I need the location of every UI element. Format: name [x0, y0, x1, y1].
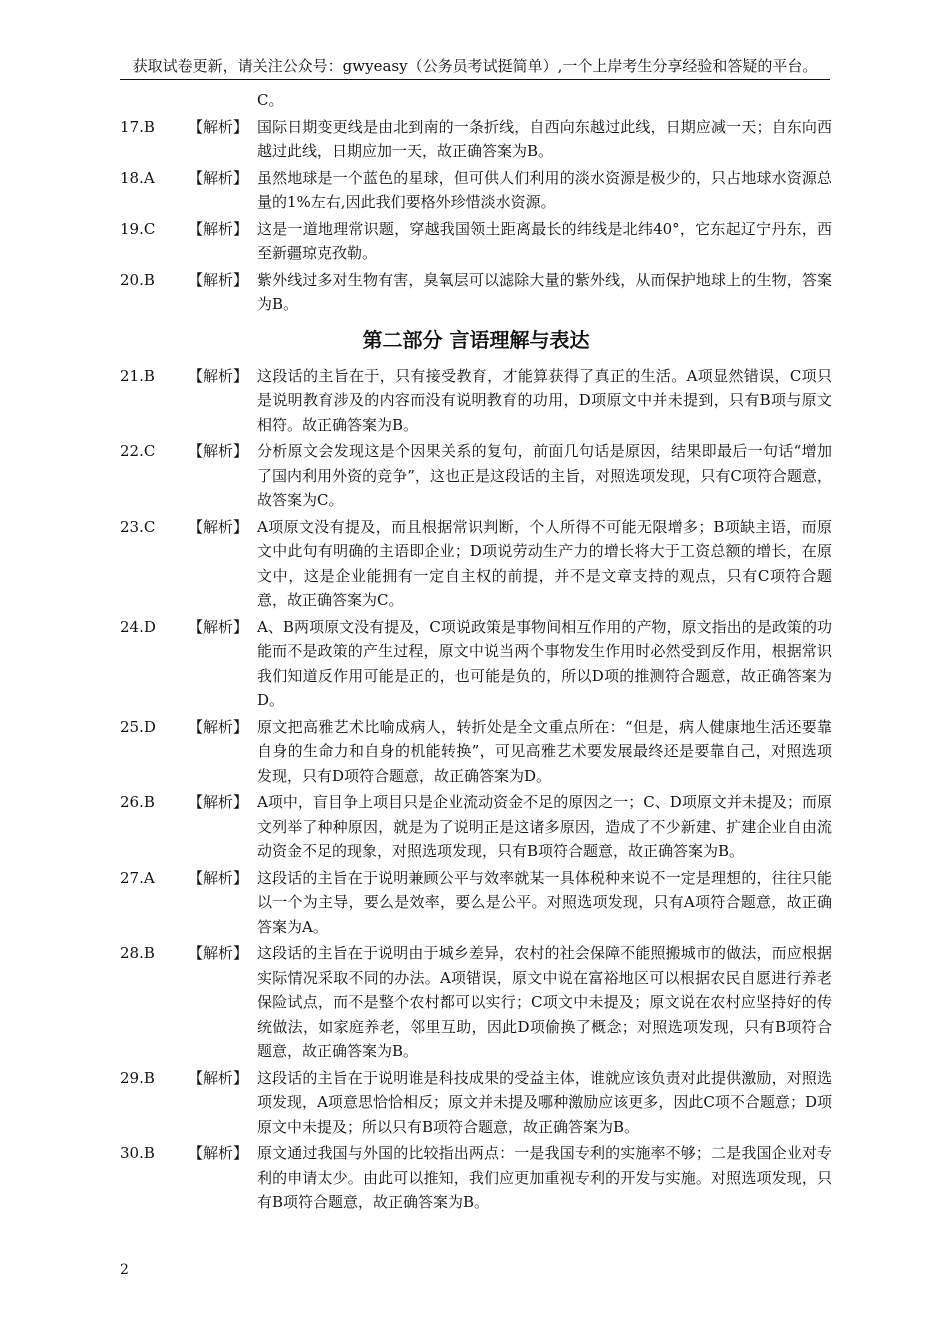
answers-part-two — [120, 364, 832, 1215]
answer-entry — [120, 217, 832, 266]
continuation-text: C。 — [257, 91, 284, 109]
page-header: 获取试卷更新，请关注公众号：gwyeasy（公务员考试挺简单）,一个上岸考生分享经验和答疑的平台。 — [132, 57, 818, 75]
answer-entry — [120, 1066, 832, 1140]
analysis-tag: 【解析】 — [188, 793, 249, 811]
page-content — [120, 88, 832, 1217]
analysis-tag: 【解析】 — [188, 1144, 249, 1162]
analysis-text: 原文通过我国与外国的比较指出两点：一是我国专利的实施率不够；二是我国企业对专利的申请太少。由此可以推知，我们应更加重视专利的开发与实施。对照选项发现，只有B项符合题意，故正确答案为B。 — [257, 1144, 832, 1211]
answer-number: 27.A — [120, 868, 155, 887]
answer-number: 17.B — [120, 117, 155, 136]
analysis-tag: 【解析】 — [188, 442, 249, 460]
analysis-tag: 【解析】 — [188, 117, 249, 136]
answer-number: 26.B — [120, 793, 155, 811]
answer-number: 19.C — [120, 219, 156, 238]
analysis-tag: 【解析】 — [188, 868, 249, 887]
answer-entry — [120, 166, 832, 215]
answer-number: 24.D — [120, 617, 156, 636]
analysis-tag: 【解析】 — [188, 168, 249, 187]
analysis-text: A项中，盲目争上项目只是企业流动资金不足的原因之一；C、D项原文并未提及；而原文列举了种种原因，就是为了说明正是这诸多原因，造成了不少新建、扩建企业自由流动资金不足的现象，对照选项发现，只有B项符合题意，故正确答案为B。 — [257, 793, 832, 860]
page-number: 2 — [120, 1262, 129, 1278]
answer-number: 20.B — [120, 270, 155, 289]
analysis-tag: 【解析】 — [188, 517, 249, 536]
answer-number: 28.B — [120, 944, 155, 962]
analysis-text: 虽然地球是一个蓝色的星球，但可供人们利用的淡水资源是极少的，只占地球水资源总量的1%左右,因此我们要格外珍惜淡水资源。 — [257, 168, 832, 211]
header-divider — [120, 79, 830, 80]
analysis-tag: 【解析】 — [188, 270, 249, 289]
analysis-text: 这段话的主旨在于，只有接受教育，才能算获得了真正的生活。A项显然错误，C项只是说明教育涉及的内容而没有说明教育的功用，D项原文中并未提到，只有B项与原文相符。故正确答案为B。 — [257, 366, 832, 434]
answer-entry — [120, 715, 832, 789]
answer-entry — [120, 115, 832, 164]
analysis-text: A、B两项原文没有提及，C项说政策是事物间相互作用的产物，原文指出的是政策的功能而不是政策的产生过程，原文中说当两个事物发生作用时必然受到反作用，根据常识我们知道反作用可能是正的，也可能是负的，所以D项的推测符合题意，故正确答案为D。 — [257, 617, 832, 709]
answer-number: 18.A — [120, 168, 155, 187]
answer-number: 23.C — [120, 517, 156, 536]
answer-number: 22.C — [120, 442, 156, 460]
section-title: 第二部分 言语理解与表达 — [362, 327, 590, 352]
answer-entry — [120, 866, 832, 940]
answer-entry — [120, 615, 832, 713]
answer-entry — [120, 790, 832, 864]
answer-entry — [120, 439, 832, 513]
answer-number: 21.B — [120, 366, 155, 385]
answer-entry — [120, 515, 832, 613]
analysis-tag: 【解析】 — [188, 366, 249, 385]
answers-part-one — [120, 115, 832, 317]
analysis-text: A项原文没有提及，而且根据常识判断，个人所得不可能无限增多；B项缺主语，而原文中此句有明确的主语即企业；D项说劳动生产力的增长将大于工资总额的增长，在原文中，这是企业能拥有一定自主权的前提，并不是文章支持的观点，只有C项符合题意，故正确答案为C。 — [257, 517, 832, 609]
analysis-text: 紫外线过多对生物有害，臭氧层可以滤除大量的紫外线，从而保护地球上的生物，答案为B。 — [257, 270, 832, 313]
analysis-text: 这段话的主旨在于说明谁是科技成果的受益主体，谁就应该负责对此提供激励，对照选项发现，A项意思恰恰相反；原文并未提及哪种激励应该更多，因此C项不合题意；D项原文中未提及；所以只有B项符合题意，故正确答案为B。 — [257, 1068, 832, 1136]
analysis-tag: 【解析】 — [188, 1068, 249, 1087]
answer-entry — [120, 364, 832, 438]
answer-entry — [120, 1141, 832, 1215]
analysis-text: 原文把高雅艺术比喻成病人，转折处是全文重点所在：“但是，病人健康地生活还要靠自身的生命力和自身的机能转换”，可见高雅艺术要发展最终还是要靠自己，对照选项发现，只有D项符合题意，故正确答案为D。 — [257, 717, 832, 785]
answer-number: 29.B — [120, 1068, 155, 1087]
analysis-tag: 【解析】 — [188, 617, 249, 636]
answer-entry — [120, 268, 832, 317]
analysis-tag: 【解析】 — [188, 717, 249, 736]
answer-entry — [120, 941, 832, 1064]
answer-number: 30.B — [120, 1144, 155, 1162]
analysis-text: 这是一道地理常识题，穿越我国领土距离最长的纬线是北纬40°，它东起辽宁丹东，西至新疆琼克孜勒。 — [257, 219, 832, 262]
analysis-tag: 【解析】 — [188, 944, 249, 962]
analysis-text: 这段话的主旨在于说明兼顾公平与效率就某一具体税种来说不一定是理想的，往往只能以一个为主导，要么是效率，要么是公平。对照选项发现，只有A项符合题意，故正确答案为A。 — [257, 868, 832, 936]
analysis-text: 国际日期变更线是由北到南的一条折线，自西向东越过此线，日期应减一天；自东向西越过此线，日期应加一天，故正确答案为B。 — [257, 117, 832, 160]
analysis-text: 分析原文会发现这是个因果关系的复句，前面几句话是原因，结果即最后一句话“增加了国内利用外资的竞争”，这也正是这段话的主旨，对照选项发现，只有C项符合题意，故答案为C。 — [257, 442, 832, 509]
analysis-text: 这段话的主旨在于说明由于城乡差异，农村的社会保障不能照搬城市的做法，而应根据实际情况采取不同的办法。A项错误，原文中说在富裕地区可以根据农民自愿进行养老保险试点，而不是整个农村都可以实行；C项文中未提及；原文说在农村应坚持好的传统做法，如家庭养老，邻里互助，因此D项偷换了概念；对照选项发现，只有B项符合题意，故正确答案为B。 — [257, 944, 832, 1060]
analysis-tag: 【解析】 — [188, 219, 249, 238]
answer-number: 25.D — [120, 717, 156, 736]
